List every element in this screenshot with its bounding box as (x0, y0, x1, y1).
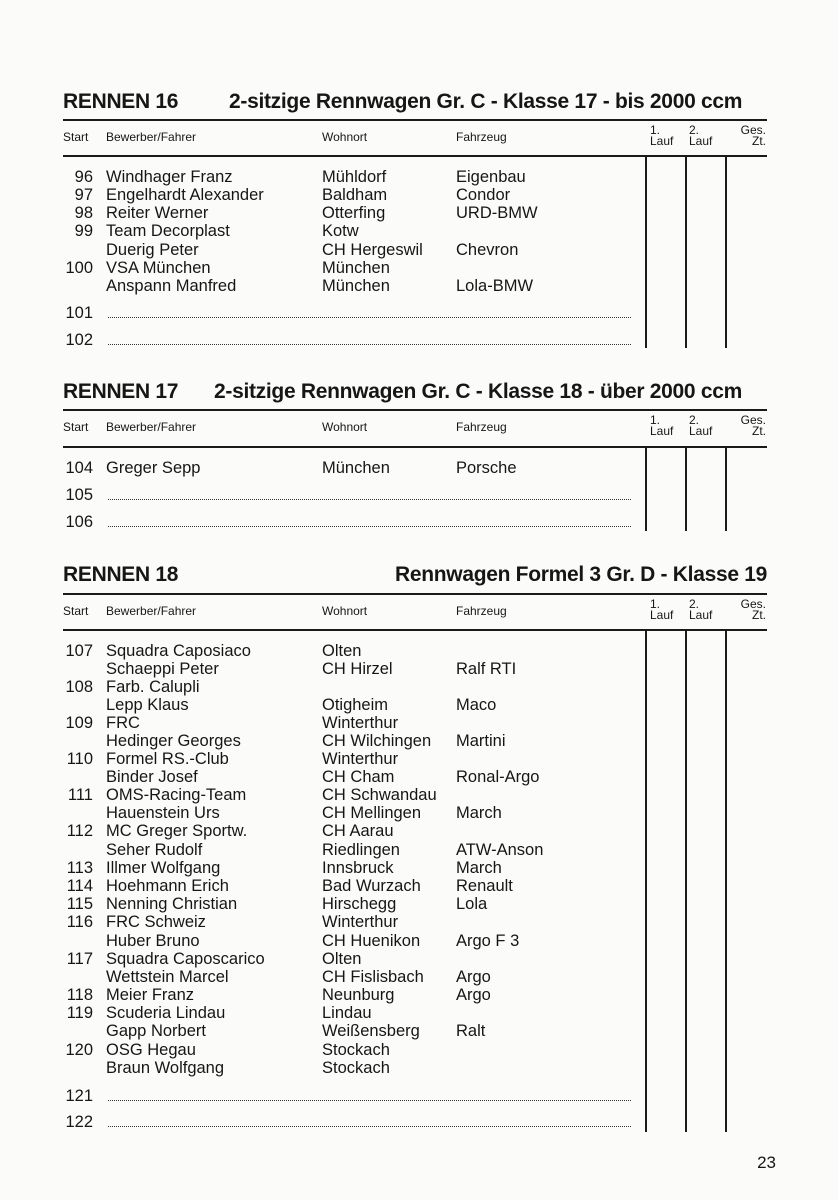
col-run1 (650, 415, 673, 437)
entrant-name: Illmer Wolfgang (106, 859, 221, 877)
col-run2-label: Lauf (689, 608, 713, 622)
header-bottom-rule (63, 446, 767, 448)
entrant-name: Nenning Christian (106, 895, 238, 913)
run1-column-line (645, 447, 647, 531)
entrant-name: Engelhardt Alexander (106, 186, 264, 204)
dotted-fill-line (108, 1100, 631, 1101)
vehicle: Ronal-Argo (456, 768, 540, 786)
col-run2-num: 2. (689, 597, 700, 611)
start-number: 113 (66, 859, 93, 877)
run2-column-line (685, 447, 687, 531)
residence: CH Wilchingen (322, 732, 432, 750)
header-top-rule (63, 119, 767, 121)
col-total-unit: Zt. (752, 608, 766, 622)
start-number: 117 (66, 950, 93, 968)
race-number: RENNEN 17 (63, 380, 179, 403)
residence: CH Fislisbach (322, 968, 424, 986)
start-number: 108 (65, 678, 93, 696)
entrant-name: VSA München (106, 259, 211, 277)
start-number: 114 (66, 877, 93, 895)
start-number: 110 (66, 750, 93, 768)
col-total-unit: Zt. (752, 134, 766, 148)
vehicle: Renault (456, 877, 513, 895)
entrant-name: Seher Rudolf (106, 841, 203, 859)
entrant-name: Team Decorplast (106, 222, 230, 240)
entrant-name: Schaeppi Peter (106, 660, 219, 678)
col-total-label: Ges. (740, 413, 766, 427)
start-number: 111 (67, 786, 93, 804)
col-total (730, 599, 766, 621)
col-vehicle: Fahrzeug (456, 130, 507, 144)
col-run1-num: 1. (650, 597, 661, 611)
residence: CH Cham (322, 768, 395, 786)
residence: CH Huenikon (322, 932, 421, 950)
race-class: 2-sitzige Rennwagen Gr. C - Klasse 17 - bis 2000 ccm (229, 90, 743, 113)
residence: München (322, 459, 390, 477)
entrant-name: FRC (106, 714, 140, 732)
start-number: 96 (74, 168, 93, 186)
entrant-name: Meier Franz (106, 986, 195, 1004)
header-bottom-rule (63, 629, 767, 631)
residence: Otigheim (322, 696, 389, 714)
residence: CH Mellingen (322, 804, 422, 822)
entrant-name: Formel RS.-Club (106, 750, 229, 768)
entrant-name: OMS-Racing-Team (106, 786, 247, 804)
residence: Weißensberg (322, 1022, 420, 1040)
entrant-name: OSG Hegau (106, 1041, 196, 1059)
residence: Olten (322, 950, 362, 968)
entrant-name: Squadra Caposcarico (106, 950, 265, 968)
residence: Olten (322, 642, 362, 660)
vehicle: Condor (456, 186, 511, 204)
col-run2 (689, 125, 712, 147)
residence: CH Hergeswil (322, 241, 423, 259)
start-number: 112 (66, 822, 93, 840)
col-start: Start (63, 130, 89, 144)
entrant-name: Wettstein Marcel (106, 968, 229, 986)
residence: Mühldorf (322, 168, 387, 186)
col-vehicle: Fahrzeug (456, 604, 507, 618)
start-number: 118 (66, 986, 93, 1004)
start-number: 120 (65, 1041, 93, 1059)
start-number: 99 (74, 222, 93, 240)
residence: CH Hirzel (322, 660, 393, 678)
run2-column-line (685, 156, 687, 348)
entrant-name: Binder Josef (106, 768, 198, 786)
residence: Neunburg (322, 986, 395, 1004)
residence: Stockach (322, 1041, 390, 1059)
run1-column-line (645, 156, 647, 348)
col-total-label: Ges. (740, 597, 766, 611)
entrant-name: Anspann Manfred (106, 277, 237, 295)
entrant-name: Reiter Werner (106, 204, 209, 222)
start-number: 101 (65, 304, 93, 322)
residence: Lindau (322, 1004, 372, 1022)
col-residence: Wohnort (322, 604, 368, 618)
col-residence: Wohnort (322, 420, 368, 434)
vehicle: URD-BMW (456, 204, 538, 222)
vehicle: ATW-Anson (456, 841, 544, 859)
race-number: RENNEN 18 (63, 563, 179, 586)
vehicle: Ralt (456, 1022, 486, 1040)
vehicle: Argo (456, 986, 491, 1004)
start-number: 121 (65, 1087, 93, 1105)
col-run1-label: Lauf (650, 134, 674, 148)
run1-column-line (645, 630, 647, 1132)
entrant-name: Hedinger Georges (106, 732, 241, 750)
col-run1-label: Lauf (650, 608, 674, 622)
start-number: 107 (65, 642, 93, 660)
col-run1-num: 1. (650, 413, 661, 427)
start-number: 98 (74, 204, 93, 222)
entrant-name: Huber Bruno (106, 932, 200, 950)
page-number: 23 (757, 1153, 776, 1172)
start-number: 100 (65, 259, 93, 277)
col-vehicle: Fahrzeug (456, 420, 507, 434)
race-number: RENNEN 16 (63, 90, 179, 113)
residence: CH Aarau (322, 822, 394, 840)
col-entrant: Bewerber/Fahrer (106, 604, 197, 618)
col-run2-label: Lauf (689, 424, 713, 438)
entrant-name: Lepp Klaus (106, 696, 189, 714)
col-run2-num: 2. (689, 413, 700, 427)
entrant-name: Hoehmann Erich (106, 877, 229, 895)
residence: Bad Wurzach (322, 877, 421, 895)
start-number: 122 (65, 1113, 93, 1131)
total-column-line (725, 156, 727, 348)
entrant-name: Farb. Calupli (106, 678, 200, 696)
start-number: 119 (66, 1004, 93, 1022)
race-class: 2-sitzige Rennwagen Gr. C - Klasse 18 - über 2000 ccm (214, 380, 742, 403)
col-run2-label: Lauf (689, 134, 713, 148)
residence: Winterthur (322, 750, 399, 768)
vehicle: March (456, 859, 502, 877)
total-column-line (725, 447, 727, 531)
vehicle: Lola-BMW (456, 277, 534, 295)
col-start: Start (63, 420, 89, 434)
col-run1-label: Lauf (650, 424, 674, 438)
col-total (730, 125, 766, 147)
start-number: 116 (66, 913, 93, 931)
start-number: 104 (65, 459, 93, 477)
entrant-name: Squadra Caposiaco (106, 642, 251, 660)
start-number: 102 (65, 331, 93, 349)
dotted-fill-line (108, 1126, 631, 1127)
vehicle: Lola (456, 895, 488, 913)
col-total-unit: Zt. (752, 424, 766, 438)
race-class: Rennwagen Formel 3 Gr. D - Klasse 19 (395, 563, 767, 586)
residence: Innsbruck (322, 859, 394, 877)
col-run2-num: 2. (689, 123, 700, 137)
col-run1-num: 1. (650, 123, 661, 137)
residence: Stockach (322, 1059, 390, 1077)
vehicle: Argo (456, 968, 491, 986)
vehicle: Martini (456, 732, 506, 750)
col-run2 (689, 599, 712, 621)
entrant-name: FRC Schweiz (106, 913, 206, 931)
residence: Kotw (322, 222, 359, 240)
entrant-name: Scuderia Lindau (106, 1004, 226, 1022)
start-number: 106 (65, 513, 93, 531)
dotted-fill-line (108, 344, 631, 345)
residence: Baldham (322, 186, 388, 204)
residence: Otterfing (322, 204, 386, 222)
entrant-name: Hauenstein Urs (106, 804, 220, 822)
col-start: Start (63, 604, 89, 618)
col-run2 (689, 415, 712, 437)
dotted-fill-line (108, 526, 631, 527)
entrant-name: Gapp Norbert (106, 1022, 206, 1040)
header-bottom-rule (63, 155, 767, 157)
vehicle: Eigenbau (456, 168, 526, 186)
col-entrant: Bewerber/Fahrer (106, 420, 197, 434)
vehicle: Maco (456, 696, 497, 714)
vehicle: Porsche (456, 459, 517, 477)
col-total (730, 415, 766, 437)
col-run1 (650, 125, 673, 147)
dotted-fill-line (108, 317, 631, 318)
residence: München (322, 277, 390, 295)
residence: CH Schwandau (322, 786, 437, 804)
dotted-fill-line (108, 499, 631, 500)
entrant-name: Braun Wolfgang (106, 1059, 225, 1077)
vehicle: March (456, 804, 502, 822)
vehicle: Ralf RTI (456, 660, 517, 678)
header-top-rule (63, 593, 767, 595)
col-residence: Wohnort (322, 130, 368, 144)
col-total-label: Ges. (740, 123, 766, 137)
col-entrant: Bewerber/Fahrer (106, 130, 197, 144)
entrant-name: Greger Sepp (106, 459, 201, 477)
residence: Hirschegg (322, 895, 397, 913)
header-top-rule (63, 409, 767, 411)
start-number: 109 (65, 714, 93, 732)
run2-column-line (685, 630, 687, 1132)
vehicle: Chevron (456, 241, 519, 259)
col-run1 (650, 599, 673, 621)
vehicle: Argo F 3 (456, 932, 520, 950)
residence: München (322, 259, 390, 277)
residence: Winterthur (322, 714, 399, 732)
start-number: 105 (65, 486, 93, 504)
start-number: 115 (66, 895, 93, 913)
residence: Riedlingen (322, 841, 400, 859)
entrant-name: MC Greger Sportw. (106, 822, 248, 840)
residence: Winterthur (322, 913, 399, 931)
entrant-name: Duerig Peter (106, 241, 199, 259)
start-number: 97 (74, 186, 93, 204)
entrant-name: Windhager Franz (106, 168, 233, 186)
total-column-line (725, 630, 727, 1132)
